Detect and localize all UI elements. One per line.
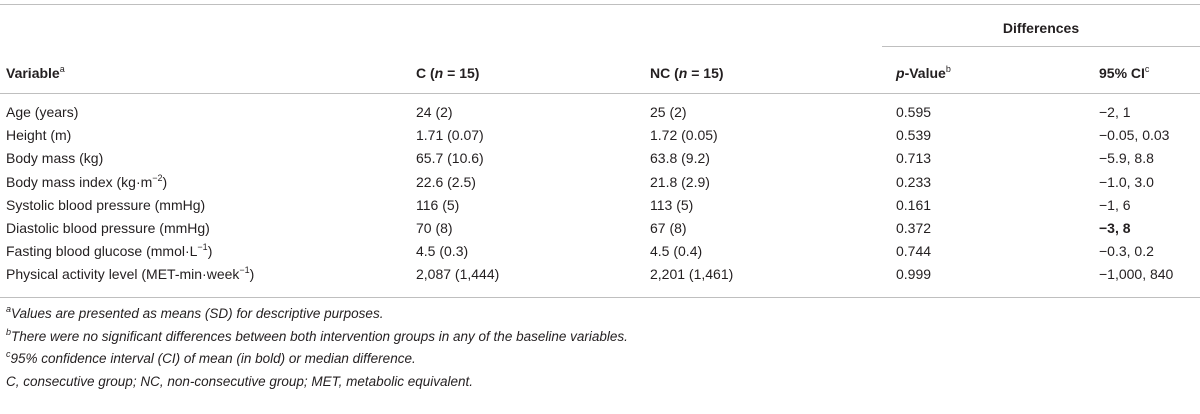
cell-p-value: 0.744: [896, 243, 932, 259]
header-c-group: C (n = 15): [416, 65, 480, 81]
cell-95-ci: −1.0, 3.0: [1099, 174, 1154, 190]
cell-p-value: 0.713: [896, 150, 932, 166]
cell-p-value: 0.539: [896, 127, 932, 143]
footnote-c: $^c$95% confidence interval (CI) of mean (in bold) or median difference.: [6, 349, 416, 366]
footnote-a: $^a$Values are presented as means (SD) for descriptive purposes.: [6, 304, 384, 321]
cell-95-ci: −1,000, 840: [1099, 266, 1174, 282]
cell-p-value: 0.999: [896, 266, 932, 282]
table-footnotes: [6, 305, 1186, 395]
cell-variable: Body mass index $(kg\cdot m^{-2})$: [6, 173, 168, 190]
differences-group-header: Differences: [1002, 20, 1080, 36]
header-variable: Variable$^a$: [6, 64, 65, 81]
header-p-value: p-Value$^b$: [896, 64, 951, 81]
footnote-abbreviations: C, consecutive group; NC, non-consecutive group; MET, metabolic equivalent.: [6, 373, 473, 389]
cell-variable: Body mass (kg): [6, 150, 104, 166]
cell-95-ci: −0.05, 0.03: [1099, 127, 1170, 143]
cell-nc-group: 63.8 (9.2): [650, 150, 710, 166]
cell-c-group: 22.6 (2.5): [416, 174, 476, 190]
cell-95-ci: −2, 1: [1099, 104, 1131, 120]
footnote-b: $^b$There were no significant differences between both intervention groups in any of the baseline variables.: [6, 326, 628, 344]
cell-95-ci: −5.9, 8.8: [1099, 150, 1154, 166]
header-nc-group: NC (n = 15): [650, 65, 724, 81]
cell-nc-group: 67 (8): [650, 220, 687, 236]
cell-c-group: 4.5 (0.3): [416, 243, 469, 259]
cell-variable: Age (years): [6, 104, 79, 120]
differences-group-rule: [882, 46, 1200, 47]
cell-c-group: 70 (8): [416, 220, 453, 236]
cell-c-group: 2,087 (1,444): [416, 266, 500, 282]
cell-variable: Systolic blood pressure (mmHg): [6, 197, 206, 213]
cell-nc-group: 25 (2): [650, 104, 687, 120]
header-95-ci: 95% $CI^c$: [1099, 64, 1150, 81]
cell-p-value: 0.372: [896, 220, 932, 236]
cell-c-group: 65.7 (10.6): [416, 150, 484, 166]
cell-nc-group: 2,201 (1,461): [650, 266, 734, 282]
cell-95-ci: −3, 8: [1099, 220, 1131, 236]
cell-variable: Height (m): [6, 127, 72, 143]
table-header-rule: [0, 93, 1200, 94]
cell-variable: Diastolic blood pressure (mmHg): [6, 220, 210, 236]
cell-95-ci: −0.3, 0.2: [1099, 243, 1154, 259]
cell-p-value: 0.595: [896, 104, 932, 120]
cell-nc-group: 1.72 (0.05): [650, 127, 718, 143]
cell-variable: Fasting blood glucose $(mmol\cdot L^{-1})$: [6, 242, 213, 259]
cell-nc-group: 4.5 (0.4): [650, 243, 703, 259]
cell-variable: Physical activity level (MET-min·week$^{-1}$): [6, 265, 255, 282]
cell-c-group: 116 (5): [416, 197, 460, 213]
cell-p-value: 0.161: [896, 197, 932, 213]
cell-95-ci: −1, 6: [1099, 197, 1131, 213]
table-top-rule: [0, 4, 1200, 5]
cell-nc-group: 113 (5): [650, 197, 694, 213]
cell-p-value: 0.233: [896, 174, 932, 190]
cell-c-group: 24 (2): [416, 104, 453, 120]
cell-c-group: 1.71 (0.07): [416, 127, 484, 143]
cell-nc-group: 21.8 (2.9): [650, 174, 710, 190]
table-bottom-rule: [0, 297, 1200, 298]
